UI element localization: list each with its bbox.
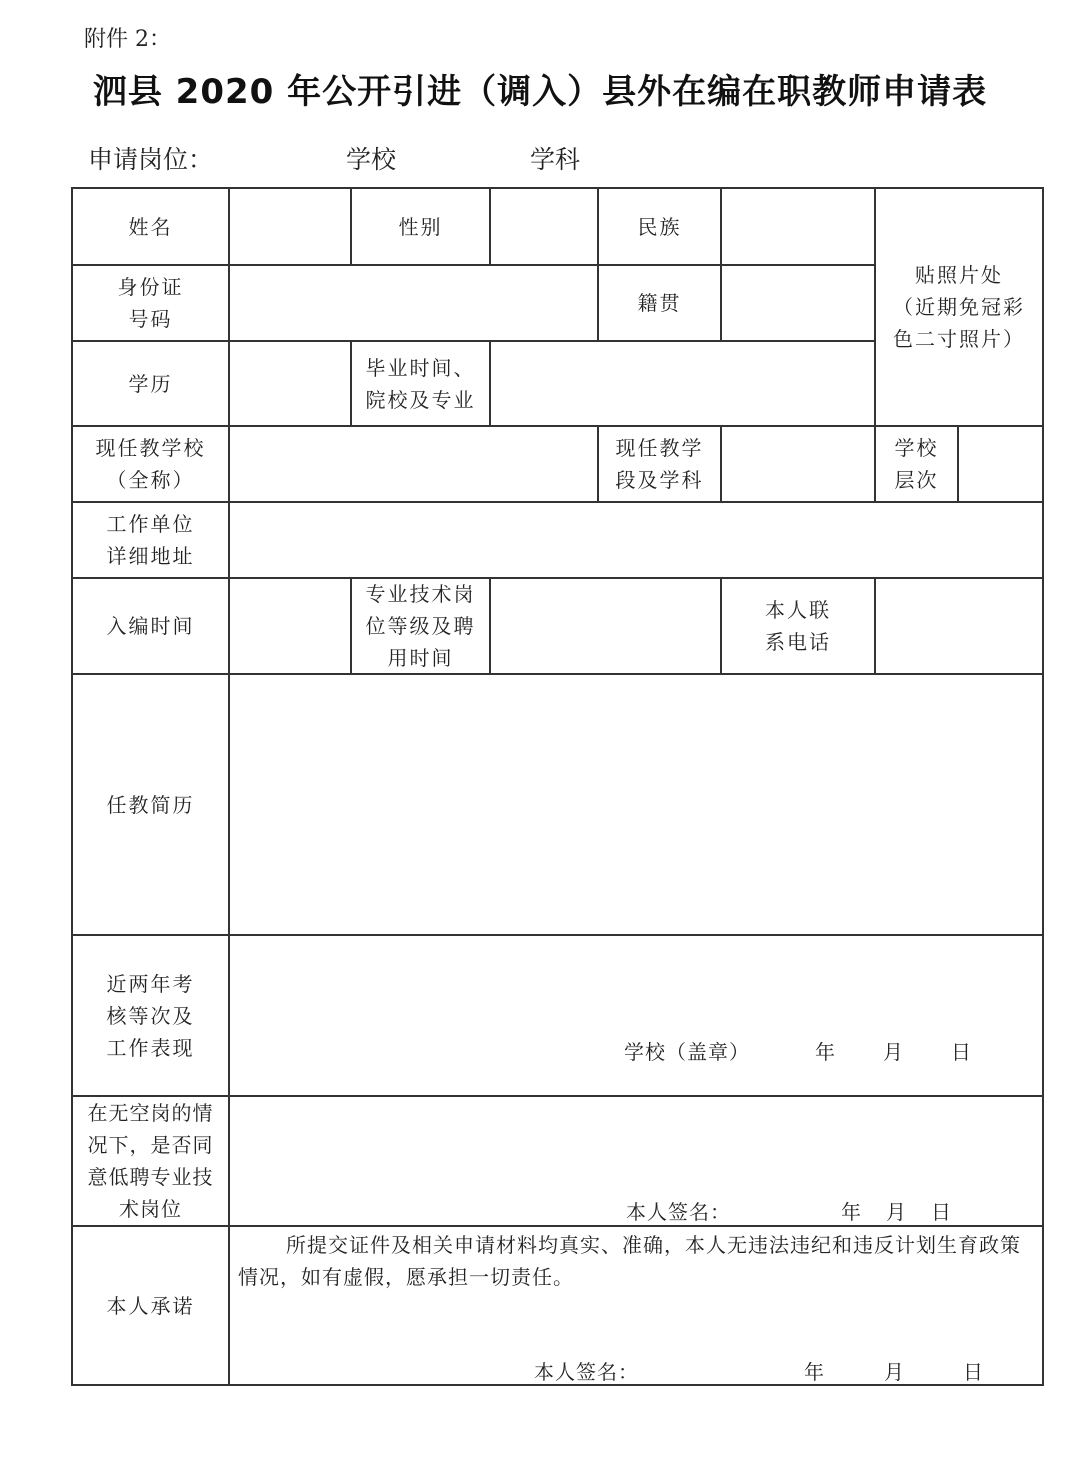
label-current-stage-subject: 现任教学 段及学科 (615, 436, 704, 492)
position-label: 申请岗位： (88, 145, 214, 174)
attachment-label: 附件 2： (84, 27, 171, 52)
label-ethnicity: 民族 (637, 214, 682, 239)
downgrade-field[interactable] (230, 1097, 1042, 1187)
form-title: 泗县 2020 年公开引进（调入）县外在编在职教师申请表 (92, 72, 988, 112)
label-contact-phone: 本人联 系电话 (765, 598, 831, 654)
pledge-signature: 本人签名： (534, 1360, 639, 1384)
photo-placeholder[interactable]: 贴照片处 （近期免冠彩 色二寸照片） (893, 263, 1025, 351)
label-work-address: 工作单位 详细地址 (106, 512, 195, 568)
label-pledge: 本人承诺 (106, 1293, 195, 1318)
label-enroll-time: 入编时间 (106, 614, 195, 638)
native-place-field[interactable] (722, 266, 874, 340)
assessment-day: 日 (951, 1040, 972, 1064)
pledge-month: 月 (884, 1360, 905, 1384)
school-label: 学校 (346, 145, 397, 174)
downgrade-day: 日 (931, 1200, 952, 1224)
enroll-time-field[interactable] (230, 579, 350, 673)
pledge-day: 日 (963, 1360, 984, 1384)
id-number-field[interactable] (230, 266, 597, 340)
label-graduation: 毕业时间、 院校及专业 (365, 355, 476, 412)
label-id-number: 身份证 号码 (117, 275, 184, 331)
subject-label: 学科 (530, 145, 581, 174)
label-education: 学历 (128, 371, 173, 396)
downgrade-year: 年 (841, 1200, 862, 1224)
label-gender: 性别 (398, 214, 443, 239)
current-school-field[interactable] (230, 427, 597, 501)
downgrade-signature: 本人签名： (626, 1200, 731, 1224)
assessment-year: 年 (815, 1040, 836, 1064)
education-field[interactable] (230, 342, 350, 425)
label-title-rank: 专业技术岗 位等级及聘 用时间 (365, 582, 476, 670)
pledge-year: 年 (804, 1360, 825, 1384)
label-name: 姓名 (128, 214, 173, 239)
current-stage-subject-field[interactable] (722, 427, 874, 501)
ethnicity-field[interactable] (722, 189, 874, 264)
pledge-text: 所提交证件及相关申请材料均真实、准确，本人无违法违纪和违反计划生育政策情况，如有虚假，愿承担一切责任。 (238, 1233, 1021, 1289)
label-current-school: 现任教学校 （全称） (95, 436, 206, 492)
assessment-month: 月 (883, 1040, 904, 1064)
label-teaching-history: 任教简历 (106, 792, 195, 817)
name-field[interactable] (230, 189, 350, 264)
teaching-history-field[interactable] (230, 675, 1042, 934)
gender-field[interactable] (491, 189, 597, 264)
label-assessment: 近两年考 核等次及 工作表现 (106, 971, 195, 1060)
work-address-field[interactable] (230, 503, 1042, 577)
label-school-level: 学校 层次 (894, 436, 939, 492)
label-downgrade: 在无空岗的情 况下，是否同 意低聘专业技 术岗位 (87, 1101, 214, 1221)
graduation-field[interactable] (491, 342, 874, 425)
label-native-place: 籍贯 (637, 291, 682, 315)
downgrade-month: 月 (886, 1200, 907, 1224)
school-level-field[interactable] (959, 427, 1042, 501)
assessment-field[interactable] (230, 936, 1042, 1026)
assessment-school-seal: 学校（盖章） (624, 1040, 750, 1064)
title-rank-field[interactable] (491, 579, 720, 673)
contact-phone-field[interactable] (876, 579, 1042, 673)
